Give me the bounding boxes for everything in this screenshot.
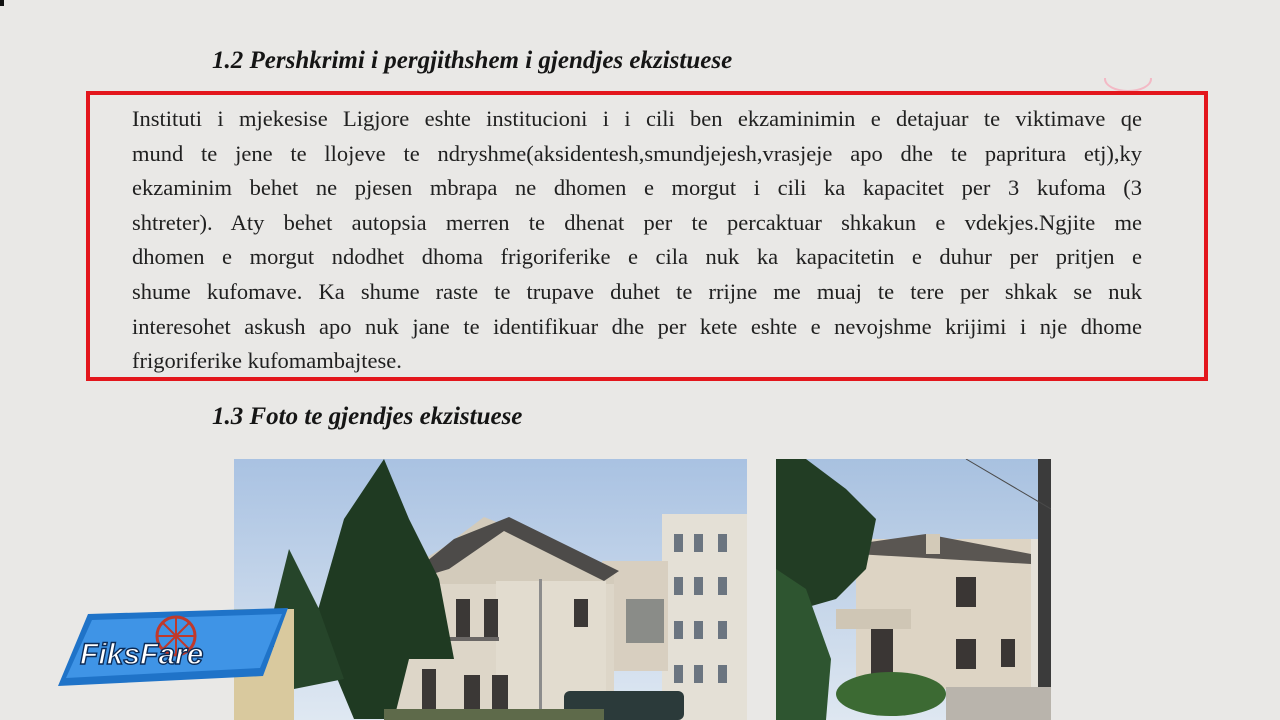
paragraph-line: frigoriferike kufomambajtese. bbox=[132, 348, 402, 374]
building-photo-side bbox=[776, 459, 1051, 720]
paragraph-line: ekzaminim behet ne pjesen mbrapa ne dhomen e morgut i cili ka kapacitet per 3 kufoma (3 bbox=[132, 175, 1142, 201]
paragraph-line: Instituti i mjekesise Ligjore eshte institucioni i i cili ben ekzaminimin e detajuar te viktimave qe bbox=[132, 106, 1142, 131]
logo-text: FiksFare bbox=[80, 638, 204, 671]
paragraph-line: interesohet askush apo nuk jane te identifikuar dhe per kete eshte e nevojshme krijimi i nje dhome bbox=[132, 313, 1142, 339]
description-paragraph bbox=[132, 102, 1142, 379]
paragraph-line: shume kufomave. Ka shume raste te trupave duhet te rrijne me muaj te tere per shkak se nuk bbox=[132, 278, 1142, 304]
fiksfare-logo bbox=[58, 604, 288, 690]
building-photo-front bbox=[234, 459, 747, 720]
section-heading-1-3: 1.3 Foto te gjendjes ekzistuese bbox=[212, 403, 523, 430]
section-heading-1-2: 1.2 Pershkrimi i pergjithshem i gjendjes ekzistuese bbox=[212, 47, 733, 74]
annotation-marker bbox=[1104, 78, 1152, 92]
paragraph-line: shtreter). Aty behet autopsia merren te dhenat per te percaktuar shkakun e vdekjes.Ngjite me bbox=[132, 209, 1142, 235]
paragraph-line: mund te jene te llojeve te ndryshme(aksidentesh,smundjejesh,vrasjeje apo dhe te papritura etj),ky bbox=[132, 140, 1142, 166]
corner-mark bbox=[0, 0, 4, 6]
paragraph-line: dhomen e morgut ndodhet dhoma frigoriferike e cila nuk ka kapacitetin e duhur per pritjen e bbox=[132, 244, 1142, 270]
